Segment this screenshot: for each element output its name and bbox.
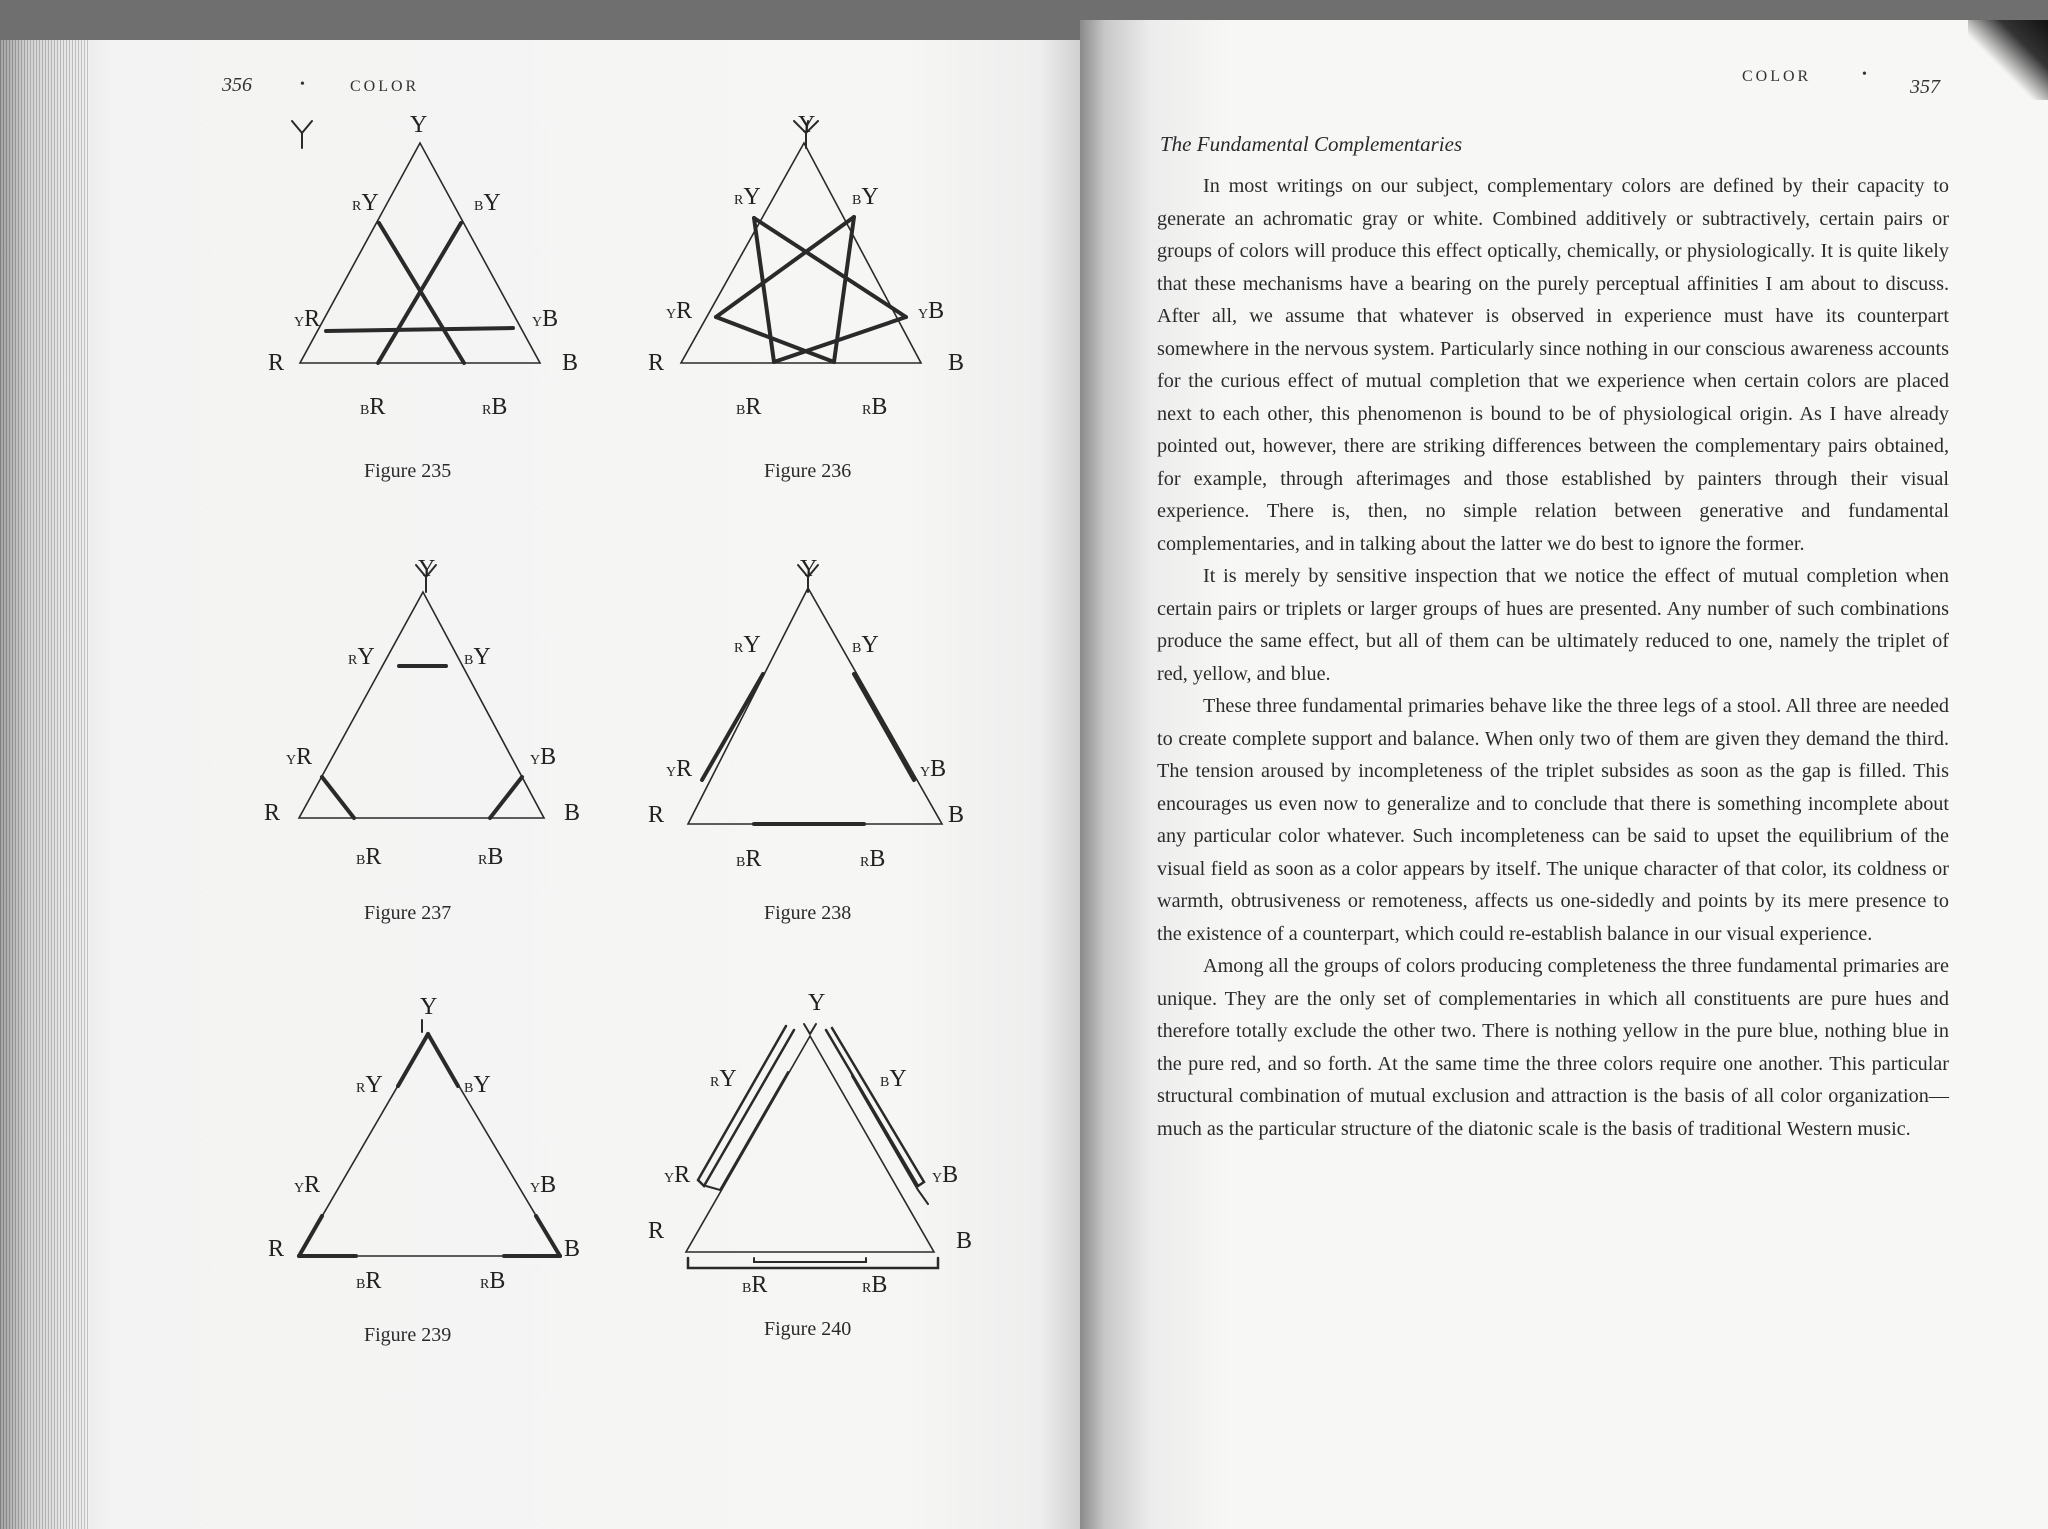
vertex-label-rb: RB (480, 1268, 506, 1294)
body-text (1157, 170, 1949, 1145)
vertex-label-b: B (948, 802, 965, 828)
figure-caption: Figure 240 (764, 1318, 852, 1340)
vertex-label-rb: RB (862, 394, 888, 420)
vertex-label-yb: YB (920, 756, 947, 782)
vertex-label-r: R (648, 1218, 665, 1244)
vertex-label-r: R (268, 350, 285, 376)
header-bullet: • (300, 77, 305, 92)
vertex-label-b: B (956, 1228, 973, 1254)
vertex-label-by: BY (852, 184, 879, 210)
figure-236 (648, 112, 965, 420)
vertex-label-yr: YR (294, 1172, 321, 1198)
vertex-label-rb: RB (862, 1272, 888, 1298)
header-bullet: • (1862, 67, 1867, 82)
figure-caption: Figure 238 (764, 902, 852, 924)
vertex-label-b: B (564, 1236, 581, 1262)
vertex-label-r: R (264, 800, 281, 826)
vertex-label-ry: RY (356, 1072, 383, 1098)
vertex-label-by: BY (852, 632, 879, 658)
paragraph: Among all the groups of colors producing completeness the three fundamental primaries are unique. They are the only set of complementaries in which all constituents are pure hues and therefore totally exclude the other two. There is nothing yellow in the pure blue, nothing blue in the pure red, and so forth. At the same time the three colors require one another. This particular structural combination of mutual exclusion and attraction is the basis of all color organization—much as the particular structure of the diatonic scale is the basis of traditional Western music. (1157, 955, 1949, 1140)
vertex-label-y: Y (808, 990, 826, 1016)
figure-240 (648, 990, 973, 1298)
vertex-label-b: B (948, 350, 965, 376)
figure-239 (268, 994, 581, 1294)
vertex-label-ry: RY (734, 632, 761, 658)
vertex-label-yr: YR (666, 756, 693, 782)
figure-236-diagram (656, 118, 956, 368)
figure-237 (264, 556, 581, 870)
figure-caption: Figure 239 (364, 1324, 452, 1346)
vertex-label-y: Y (418, 556, 436, 582)
vertex-label-br: BR (742, 1272, 768, 1298)
vertex-label-b: B (562, 350, 579, 376)
figure-239-diagram (272, 1000, 572, 1250)
figure-238-diagram (656, 562, 956, 812)
vertex-label-br: BR (360, 394, 386, 420)
vertex-label-by: BY (464, 644, 491, 670)
left-running-head: COLOR (350, 78, 420, 95)
right-running-head: COLOR (1742, 68, 1812, 85)
figure-caption: Figure 235 (364, 460, 452, 482)
figure-caption: Figure 236 (764, 460, 852, 482)
vertex-label-yr: YR (294, 306, 321, 332)
vertex-label-y: Y (800, 556, 818, 582)
vertex-label-b: B (564, 800, 581, 826)
vertex-label-yr: YR (664, 1162, 691, 1188)
vertex-label-ry: RY (352, 190, 379, 216)
figure-235 (268, 112, 579, 420)
vertex-label-yb: YB (532, 306, 559, 332)
paragraph: These three fundamental primaries behave like the three legs of a stool. All three are needed to create complete support and balance. When only two of them are given they demand the third. The tension aroused by incompleteness of the triplet subsides as soon as the gap is filled. This encourages us even now to generalize and to conclude that there is something incomplete about any particular color whatever. Such incompleteness can be said to upset the equilibrium of the visual field as soon as a color appears by itself. The unique character of that color, its coldness or warmth, obtrusiveness or remoteness, affects us one-sidedly and points by its mere presence to the existence of a counterpart, which could re-establish balance in our visual experience. (1157, 695, 1949, 945)
vertex-label-br: BR (736, 846, 762, 872)
vertex-label-ry: RY (710, 1066, 737, 1092)
vertex-label-by: BY (464, 1072, 491, 1098)
page-edge-stack (0, 40, 90, 1529)
vertex-label-by: BY (880, 1066, 907, 1092)
vertex-label-r: R (268, 1236, 285, 1262)
vertex-label-rb: RB (482, 394, 508, 420)
vertex-label-rb: RB (478, 844, 504, 870)
vertex-label-br: BR (736, 394, 762, 420)
vertex-label-yb: YB (932, 1162, 959, 1188)
figure-caption: Figure 237 (364, 902, 452, 924)
paragraph: In most writings on our subject, complementary colors are defined by their capacity to generate an achromatic gray or white. Combined additively or subtractively, certain pairs or groups of colors will produce this effect optically, chemically, or physiologically. It is quite likely that these mechanisms have a bearing on the purely perceptual affinities I am about to discuss. After all, we assume that whatever is observed in experience must have its counterpart somewhere in the nervous system. Particularly since nothing in our conscious awareness accounts for the curious effect of mutual completion that we experience when certain colors are placed next to each other, this phenomenon is bound to be of physiological origin. As I have already pointed out, however, there are striking differences between the complementary pairs obtained, for example, through afterimages and those established by painters through their visual experience. There is, then, no simple relation between generative and fundamental complementaries, and in talking about the latter we do best to ignore the former. (1157, 175, 1949, 555)
vertex-label-by: BY (474, 190, 501, 216)
vertex-label-ry: RY (348, 644, 375, 670)
vertex-label-rb: RB (860, 846, 886, 872)
page-corner-shadow (1968, 20, 2048, 100)
vertex-label-r: R (648, 802, 665, 828)
vertex-label-y: Y (798, 112, 816, 138)
vertex-label-y: Y (420, 994, 438, 1020)
section-title: The Fundamental Complementaries (1160, 132, 1463, 156)
vertex-label-ry: RY (734, 184, 761, 210)
vertex-label-yr: YR (286, 744, 313, 770)
left-folio: 356 (222, 74, 252, 96)
vertex-label-yb: YB (530, 744, 557, 770)
vertex-label-yr: YR (666, 298, 693, 324)
vertex-label-br: BR (356, 844, 382, 870)
vertex-label-yb: YB (530, 1172, 557, 1198)
figure-240-diagram (656, 990, 959, 1240)
vertex-label-yb: YB (918, 298, 945, 324)
right-folio: 357 (1910, 76, 1940, 98)
vertex-label-br: BR (356, 1268, 382, 1294)
vertex-label-r: R (648, 350, 665, 376)
vertex-label-y: Y (410, 112, 428, 138)
figure-237-diagram (272, 562, 572, 812)
paragraph: It is merely by sensitive inspection that we notice the effect of mutual completion when certain pairs or triplets or larger groups of hues are presented. Any number of such combinations produce the same effect, but all of them can be ultimately reduced to one, namely the triplet of red, yellow, and blue. (1157, 565, 1949, 685)
figure-238 (648, 556, 965, 872)
